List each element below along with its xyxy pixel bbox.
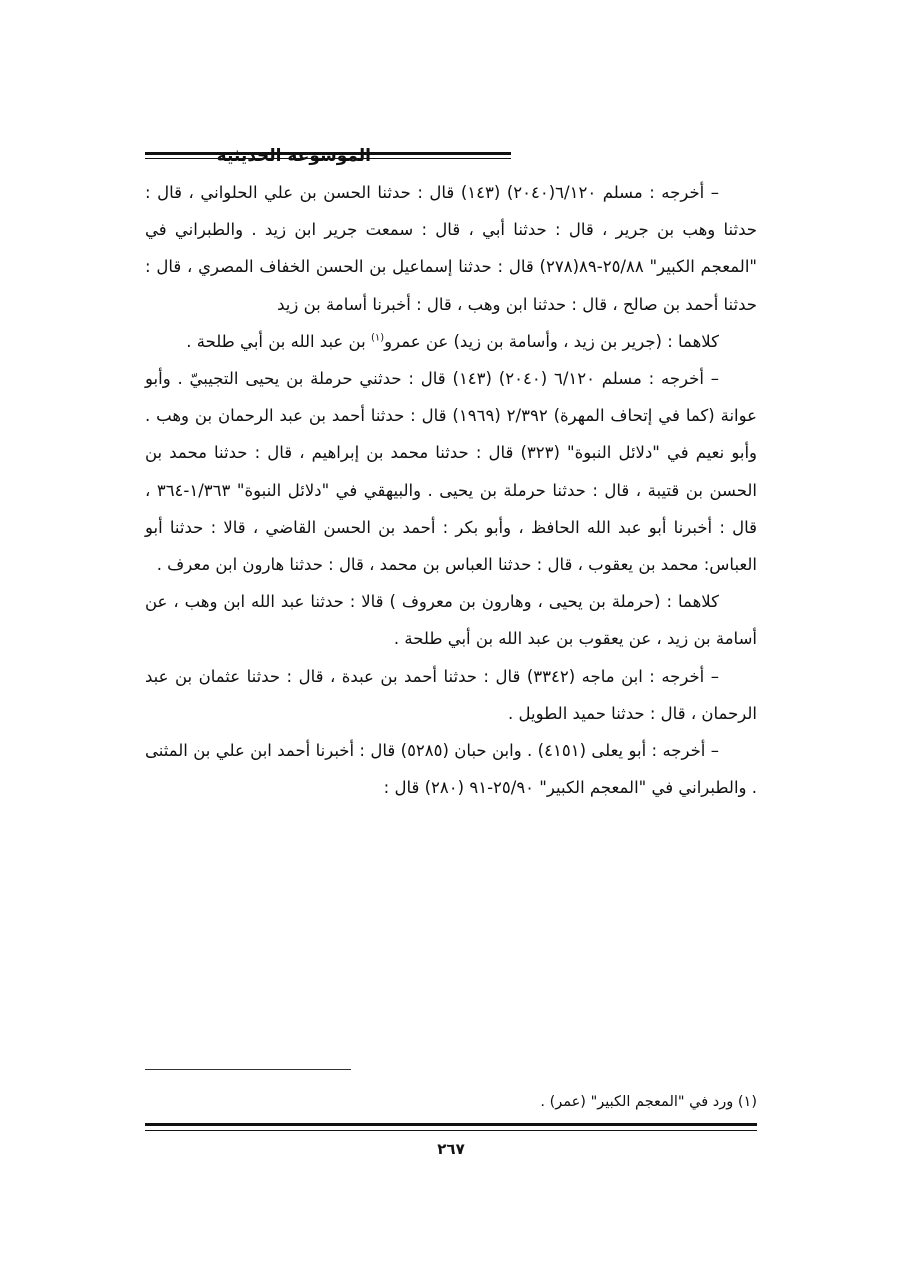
body-text [145, 174, 757, 806]
footnote-marker: (١) [370, 332, 385, 344]
paragraph-muslim-2: – أخرجه : مسلم ٦/١٢٠ (٢٠٤٠) (١٤٣) قال : حدثني حرملة بن يحيى التجيبيّ . وأبو عوانة (كما في إتحاف المهرة) ٢/٣٩٢ (١٩٦٩) قال : حدثنا أحمد بن عبد الرحمان بن وهب . وأبو نعيم في "دلائل النبوة" (٣٢٣) قال : حدثنا محمد بن إبراهيم ، قال : حدثنا محمد بن الحسن بن قتيبة ، قال : حدثنا حرملة بن يحيى . والبيهقي في "دلائل النبوة" ١/٣٦٣-٣٦٤ ، قال : أخبرنا أبو عبد الله الحافظ ، وأبو بكر : أحمد بن الحسن القاضي ، قالا : حدثنا أبو العباس: محمد بن يعقوب ، قال : حدثنا العباس بن محمد ، قال : حدثنا هارون ابن معرف . [145, 369, 757, 575]
header-rule-left-thick [145, 152, 511, 155]
paragraph-abu-yala: – أخرجه : أبو يعلى (٤١٥١) . وابن حبان (٥٢٨٥) قال : أخبرنا أحمد ابن علي بن المثنى . والطبراني في "المعجم الكبير" ٢٥/٩٠-٩١ (٢٨٠) قال : [145, 741, 757, 798]
paragraph-kilahuma-2: كلاهما : (حرملة بن يحيى ، وهارون بن معروف ) قالا : حدثنا عبد الله ابن وهب ، عن أسامة بن زيد ، عن يعقوب بن عبد الله بن أبي طلحة . [145, 592, 757, 649]
header-rule-left-thin [145, 158, 511, 159]
paragraph-muslim-1: – أخرجه : مسلم ٦/١٢٠(٢٠٤٠) (١٤٣) قال : حدثنا الحسن بن علي الحلواني ، قال : حدثنا وهب بن جرير ، قال : حدثنا أبي ، قال : سمعت جرير ابن زيد . والطبراني في "المعجم الكبير" ٢٥/٨٨-٨٩(٢٧٨) قال : حدثنا إسماعيل بن الحسن الخفاف المصري ، قال : حدثنا أحمد بن صالح ، قال : حدثنا ابن وهب ، قال : أخبرنا أسامة بن زيد [145, 183, 757, 314]
running-header [145, 143, 757, 173]
kilahuma-1-after: بن عبد الله بن أبي طلحة . [186, 331, 371, 351]
footer-rule-thin [145, 1130, 757, 1131]
footer-rule-thick [145, 1123, 757, 1126]
page-number: ٢٦٧ [437, 1140, 465, 1158]
paragraph-ibn-majah: – أخرجه : ابن ماجه (٣٣٤٢) قال : حدثنا أحمد بن عبدة ، قال : حدثنا عثمان بن عبد الرحمان ، قال : حدثنا حميد الطويل . [145, 666, 757, 723]
footnote-separator [145, 1069, 351, 1070]
kilahuma-1-before: كلاهما : (جرير بن زيد ، وأسامة بن زيد) عن عمرو [384, 331, 719, 351]
document-page [145, 0, 757, 1273]
header-title: الموسوعة الحديثية [216, 146, 371, 166]
paragraph-kilahuma-1 [145, 323, 757, 360]
footnote: (١) ورد في "المعجم الكبير" (عمر) . [540, 1094, 757, 1110]
